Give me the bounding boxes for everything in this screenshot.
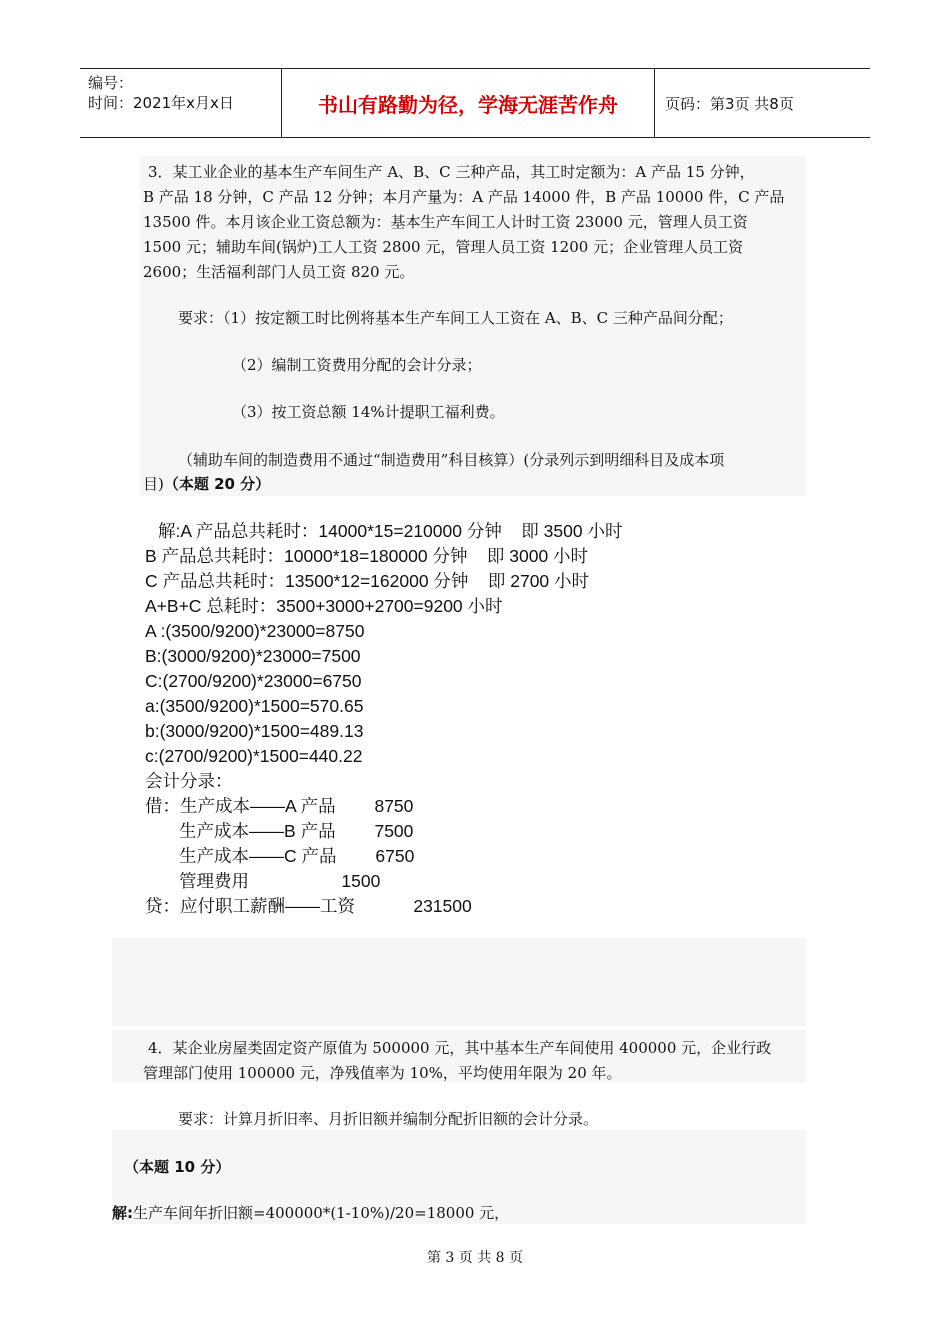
- solution-line: b:(3000/9200)*1500=489.13: [145, 721, 364, 741]
- solution-line: A :(3500/9200)*23000=8750: [145, 621, 365, 641]
- journal-entry-line: 管理费用 1500: [145, 871, 381, 891]
- page-header: [80, 68, 870, 138]
- q3-line-5: 2600；生活福利部门人员工资 820 元。: [143, 263, 415, 281]
- journal-entry-line: 借：生产成本——A 产品 8750: [145, 796, 414, 816]
- solution-line: B:(3000/9200)*23000=7500: [145, 646, 361, 666]
- solution-line: B 产品总共耗时：10000*18=180000 分钟 即 3000 小时: [145, 546, 589, 566]
- q3-note-line-2: [143, 472, 270, 497]
- q3-line-1: 3．某工业企业的基本生产车间生产 A、B、C 三种产品，其工时定额为：A 产品 15 分钟，: [148, 163, 755, 181]
- q3-note-line-1: （辅助车间的制造费用不通过“制造费用”科目核算）(分录列示到明细科目及成本项: [178, 451, 725, 469]
- journal-entry-line: 生产成本——C 产品 6750: [145, 846, 415, 866]
- q3-line-3: 13500 件。本月该企业工资总额为：基本生产车间工人计时工资 23000 元，管理人员工资: [143, 213, 748, 231]
- q4-requirement: 要求：计算月折旧率、月折旧额并编制分配折旧额的会计分录。: [178, 1110, 599, 1128]
- q3-score: （本题 20 分）: [163, 475, 271, 493]
- q3-requirement-3: （3）按工资总额 14%计提职工福利费。: [232, 403, 505, 421]
- q4-solution-text: 生产车间年折旧额=400000*(1-10%)/20=18000 元，: [133, 1204, 510, 1222]
- solution-line: C:(2700/9200)*23000=6750: [145, 671, 362, 691]
- serial-label: 编号：: [88, 74, 134, 92]
- blank-shaded-block: [112, 938, 806, 1026]
- date-label: 时间：2021年x月x日: [88, 94, 234, 112]
- q3-requirement-1: 要求：（1）按定额工时比例将基本生产车间工人工资在 A、B、C 三种产品间分配；: [178, 309, 733, 327]
- q4-score: （本题 10 分）: [124, 1158, 231, 1176]
- solution-line: 会计分录：: [145, 771, 233, 791]
- journal-entry-line: 生产成本——B 产品 7500: [145, 821, 414, 841]
- page-footer: 第 3 页 共 8 页: [426, 1250, 524, 1266]
- q4-line-2: 管理部门使用 100000 元，净残值率为 10%，平均使用年限为 20 年。: [143, 1064, 622, 1082]
- solution-line: A+B+C 总耗时：3500+3000+2700=9200 小时: [145, 596, 503, 616]
- solution-line: 解:A 产品总共耗时：14000*15=210000 分钟 即 3500 小时: [158, 521, 623, 541]
- q4-line-1: 4．某企业房屋类固定资产原值为 500000 元，其中基本生产车间使用 400000 元，企业行政: [148, 1039, 772, 1057]
- motto: 书山有路勤为径，学海无涯苦作舟: [282, 69, 655, 137]
- q3-requirement-2: （2）编制工资费用分配的会计分录；: [232, 356, 482, 374]
- header-meta: [80, 69, 282, 137]
- solution-line: c:(2700/9200)*1500=440.22: [145, 746, 363, 766]
- journal-entry-line: 贷：应付职工薪酬——工资 231500: [145, 896, 472, 916]
- q3-line-4: 1500 元；辅助车间(锅炉)工人工资 2800 元，管理人员工资 1200 元；企业管理人员工资: [143, 238, 744, 256]
- solution-line: a:(3500/9200)*1500=570.65: [145, 696, 364, 716]
- solution-line: C 产品总共耗时：13500*12=162000 分钟 即 2700 小时: [145, 571, 590, 591]
- q3-note-end: 目): [143, 475, 164, 493]
- q3-line-2: B 产品 18 分钟，C 产品 12 分钟；本月产量为：A 产品 14000 件，B 产品 10000 件，C 产品: [143, 188, 785, 206]
- q4-solution-line: [112, 1201, 509, 1226]
- q4-solution-label: 解:: [112, 1204, 133, 1222]
- page-indicator: 页码：第3页 共8页: [665, 94, 794, 113]
